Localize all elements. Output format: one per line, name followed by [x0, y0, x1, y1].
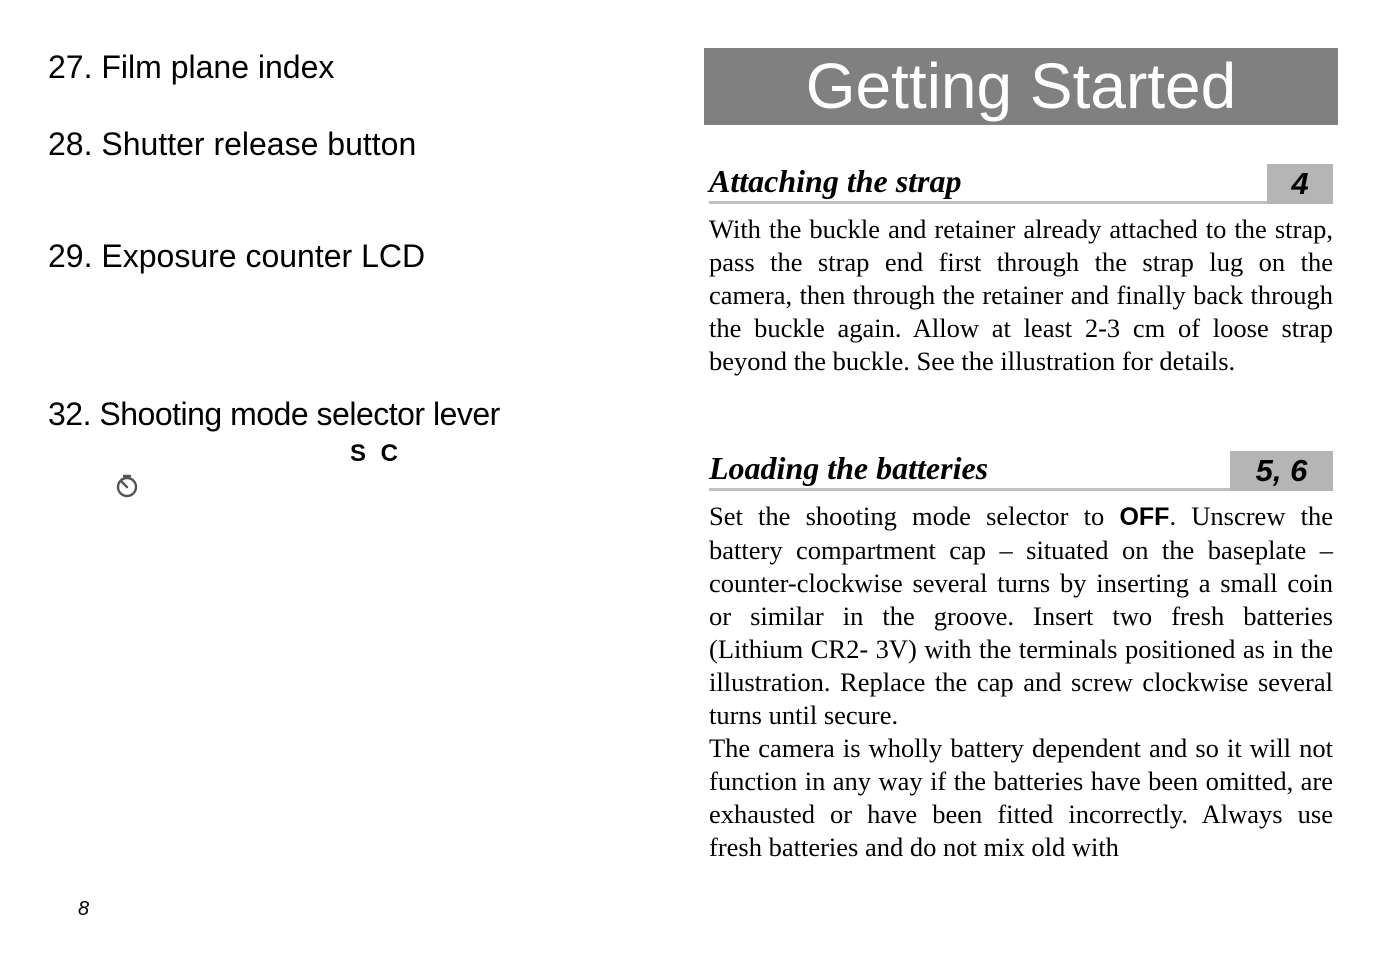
battery-text-after-off: . Unscrew the battery compartment cap – situated on the baseplate – counter-clockwise several turns by inserting a small coin or similar in the groove. Insert two fresh batteries (Lithium CR2- 3V) with the terminals positioned as in the illustration. Replace the cap and screw clockwise several turns until secure.	[709, 501, 1334, 730]
part-item-shooting-mode-selector-lever: 32. Shooting mode selector lever	[48, 396, 500, 432]
section-body-loading-batteries	[709, 500, 1333, 864]
part-item-shutter-release-button: 28. Shutter release button	[48, 126, 417, 162]
part-item-film-plane-index: 27. Film plane index	[48, 49, 335, 85]
chapter-banner: Getting Started	[704, 48, 1338, 125]
self-timer-icon	[114, 473, 140, 499]
illustration-reference-badge: 5, 6	[1230, 451, 1333, 491]
battery-paragraph-2: The camera is wholly battery dependent and so it will not function in any way if the batteries have been omitted, are exhausted or have been fitted incorrectly. Always use fresh batteries and do not mix old with	[709, 733, 1333, 862]
part-item-exposure-counter-lcd: 29. Exposure counter LCD	[48, 238, 426, 274]
battery-paragraph-1	[709, 500, 1333, 732]
mode-letters: S C	[350, 440, 403, 467]
page-number: 8	[78, 898, 90, 920]
illustration-reference-badge: 4	[1267, 164, 1333, 204]
section-heading-attaching-strap	[709, 164, 1333, 204]
section-body-attaching-strap: With the buckle and retainer already attached to the strap, pass the strap end first through the strap lug on the camera, then through the retainer and finally back through the buckle again. Allow at least 2-3 cm of loose strap beyond the buckle. See the illustration for details.	[709, 214, 1333, 376]
battery-text-before-off: Set the shooting mode selector to	[709, 501, 1120, 531]
section-heading-loading-batteries	[709, 451, 1333, 491]
section-title: Loading the batteries	[709, 450, 989, 486]
section-title: Attaching the strap	[709, 163, 962, 199]
off-setting-label: OFF	[1119, 503, 1170, 531]
